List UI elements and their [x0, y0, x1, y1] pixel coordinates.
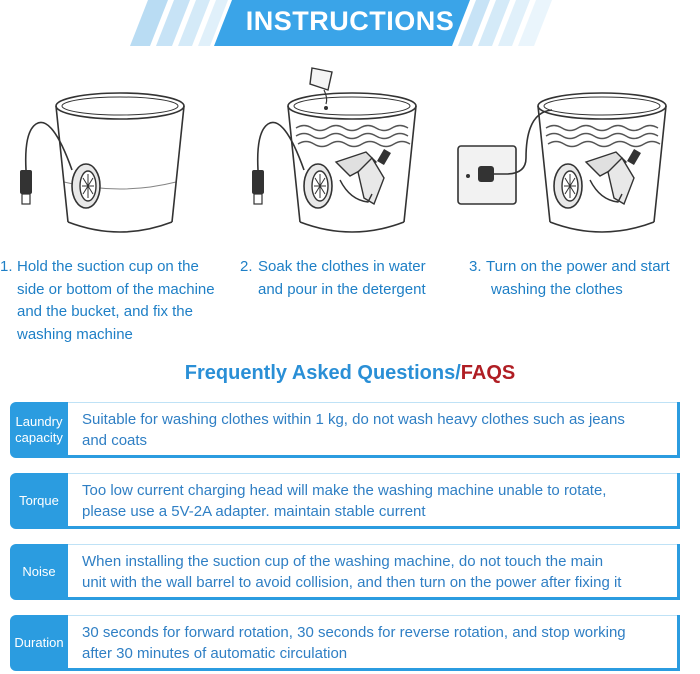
faq-answer-line: Too low current charging head will make the washing machine unable to rotate,: [82, 482, 607, 499]
faq-answer-line: When installing the suction cup of the washing machine, do not touch the main: [82, 553, 604, 570]
divider: [677, 402, 680, 458]
divider: [68, 544, 680, 545]
instructions-banner: [0, 0, 700, 48]
wall-socket-icon: [458, 110, 552, 204]
faq-answer-line: after 30 minutes of automatic circulation: [82, 645, 348, 662]
divider: [68, 615, 680, 616]
divider: [68, 668, 680, 671]
faq-answer: [82, 409, 668, 451]
faq-answer-line: Suitable for washing clothes within 1 kg, do not wash heavy clothes such as jeans: [82, 411, 625, 428]
faq-heading-main: Frequently Asked Questions: [184, 362, 456, 384]
divider: [677, 615, 680, 671]
banner-title: INSTRUCTIONS: [245, 6, 455, 36]
faq-label: [10, 402, 68, 458]
faq-label: [10, 544, 68, 600]
divider: [677, 473, 680, 529]
step3-illustration: [452, 62, 682, 248]
faq-heading-accent: FAQS: [460, 362, 516, 384]
faq-item-noise: [10, 544, 680, 600]
faq-answer: [82, 622, 668, 664]
cable-icon: [258, 122, 304, 170]
faq-answer-line: 30 seconds for forward rotation, 30 seconds for reverse rotation, and stop working: [82, 624, 626, 641]
step-line: and the bucket, and fix the: [17, 303, 193, 320]
faq-label-line: capacity: [15, 430, 63, 445]
step1-illustration: [12, 62, 208, 248]
faq-label-line: Laundry: [15, 414, 63, 429]
step-number: 1.: [0, 258, 13, 275]
faq-answer-line: and coats: [82, 432, 148, 449]
usb-plug-icon: [252, 170, 264, 204]
suction-machine-icon: [304, 164, 332, 208]
faq-item-torque: [10, 473, 680, 529]
usb-plug-icon: [20, 170, 32, 204]
faq-item-duration: [10, 615, 680, 671]
step-1: [0, 256, 232, 346]
detergent-cup-icon: [310, 68, 332, 110]
step-line: and pour in the detergent: [258, 280, 426, 298]
step-line: side or bottom of the machine: [17, 280, 215, 298]
faq-heading: [0, 362, 700, 385]
faq-answer: [82, 551, 668, 593]
water-waves-icon: [296, 126, 410, 147]
divider: [68, 455, 680, 458]
step-line: washing the clothes: [491, 280, 623, 298]
cable-icon: [26, 122, 72, 170]
faq-label: [10, 615, 68, 671]
step-number: 2.: [240, 258, 253, 275]
clothes-icon: [586, 149, 641, 204]
clothes-icon: [336, 149, 391, 204]
divider: [68, 402, 680, 403]
faq-heading-slash: /: [455, 362, 461, 384]
suction-machine-icon: [554, 164, 582, 208]
faq-label: [10, 473, 68, 529]
faq-label-line: Torque: [19, 493, 59, 508]
step-2: [240, 256, 455, 301]
divider: [68, 473, 680, 474]
divider: [68, 597, 680, 600]
step-3: [469, 256, 697, 301]
faq-label-line: Noise: [22, 564, 56, 579]
step-line: Soak the clothes in water: [258, 258, 426, 275]
divider: [677, 544, 680, 600]
step-line: washing machine: [17, 325, 133, 343]
faq-answer-line: please use a 5V-2A adapter. maintain stable current: [82, 503, 426, 520]
step-line: Hold the suction cup on the: [17, 258, 199, 275]
suction-machine-icon: [72, 164, 100, 208]
step2-illustration: [240, 62, 440, 248]
faq-answer-line: unit with the wall barrel to avoid collision, and then turn on the power after fixing it: [82, 574, 622, 591]
step-line: Turn on the power and start: [486, 258, 670, 275]
water-waves-icon: [546, 126, 660, 147]
faq-item-laundry-capacity: [10, 402, 680, 458]
divider: [68, 526, 680, 529]
faq-answer: [82, 480, 668, 522]
faq-label-line: Duration: [14, 635, 64, 650]
step-number: 3.: [469, 258, 482, 275]
